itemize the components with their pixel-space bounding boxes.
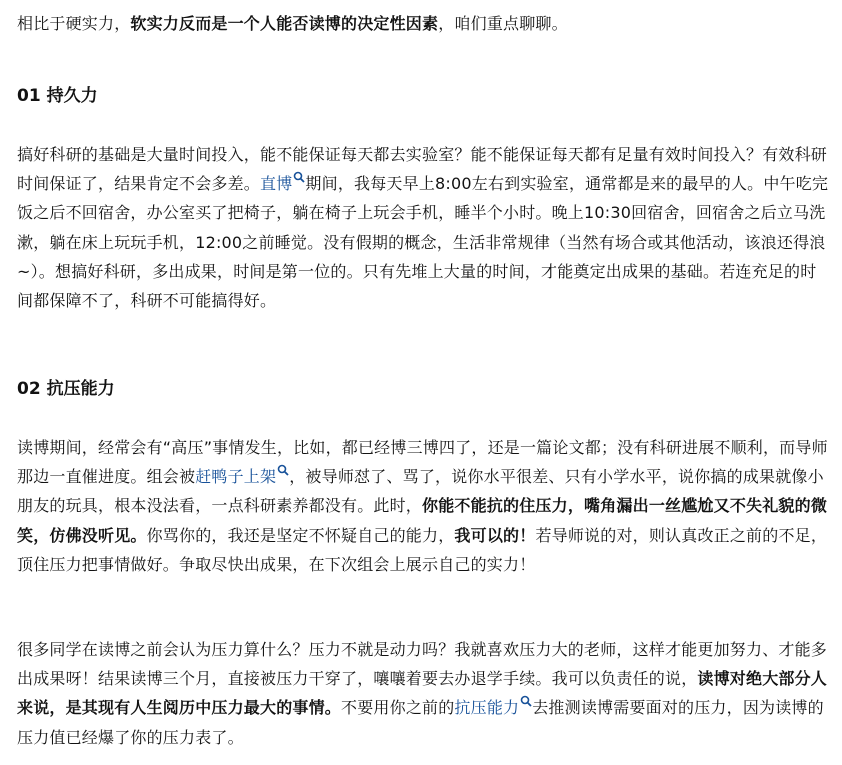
stress-text-2: ，被导师怼了、骂了，说你水平很差、只有小学水平，说你搞的成果就像小朋友的玩具，根本没法看，一点科研素养都没有。此时，: [17, 467, 824, 516]
link-zhibo-label: 直博: [260, 174, 293, 194]
link-ganyazi-label: 赶鸭子上架: [195, 467, 277, 487]
search-icon: [277, 464, 289, 476]
link-kangya[interactable]: [454, 698, 532, 717]
link-kangya-label: 抗压能力: [454, 698, 520, 718]
search-icon: [520, 695, 532, 707]
endurance-paragraph: [17, 140, 829, 315]
endurance-text-1: 搞好科研的基础是大量时间投入，能不能保证每天都去实验室？能不能保证每天都有足量有效时间投入？有效科研时间保证了，结果肯定不会多差。: [17, 145, 828, 194]
stress2-text-1: 很多同学在读博之前会认为压力算什么？压力不就是动力吗？我就喜欢压力大的老师，这样才能更加努力、才能多出成果呀！结果读博三个月，直接被压力干穿了，嚷嚷着要去办退学手续。我可以负责任的说，: [17, 640, 828, 689]
stress-bold-2: 我可以的！: [454, 525, 536, 545]
stress-text-4: 若导师说的对，则认真改正之前的不足，顶住压力把事情做好。争取尽快出成果，在下次组会上展示自己的实力！: [17, 525, 828, 574]
section-heading-stress: 02 抗压能力: [17, 379, 115, 399]
endurance-text-2: 期间，我每天早上8:00左右到实验室，通常都是来的最早的人。中午吃完饭之后不回宿舍，办公室买了把椅子，躺在椅子上玩会手机，睡半个小时。晚上10:30回宿舍，回宿舍之后立马洗漱，躺在床上玩玩手机，12:00之前睡觉。没有假期的概念，生活非常规律（当然有场合或其他活动，该浪还得浪~）。想搞好科研，多出成果，时间是第一位的。只有先堆上大量的时间，才能奠定出成果的基础。若连充足的时间都保障不了，科研不可能搞得好。: [17, 174, 829, 311]
intro-text-2: ，咱们重点聊聊。: [438, 14, 568, 33]
intro-paragraph: [17, 9, 829, 38]
section-heading-endurance: 01 持久力: [17, 86, 98, 106]
stress-bold-1: 你能不能抗的住压力，嘴角漏出一丝尴尬又不失礼貌的微笑，仿佛没听见。: [17, 496, 828, 545]
intro-bold: 软实力反而是一个人能否读博的决定性因素: [130, 14, 439, 33]
link-ganyazi[interactable]: [195, 467, 289, 486]
stress-text-3: 你骂你的，我还是坚定不怀疑自己的能力，: [146, 525, 455, 545]
stress2-text-3: 去推测读博需要面对的压力，因为读博的压力值已经爆了你的压力表了。: [17, 698, 824, 747]
search-icon: [293, 171, 305, 183]
stress2-bold: 读博对绝大部分人来说，是其现有人生阅历中压力最大的事情。: [17, 669, 828, 718]
link-zhibo[interactable]: [260, 174, 305, 193]
stress-text-1: 读博期间，经常会有“高压”事情发生，比如，都已经博三博四了，还是一篇论文都；没有科研进展不顺利，而导师那边一直催进度。组会被: [17, 438, 828, 487]
intro-text-1: 相比于硬实力，: [17, 14, 131, 33]
stress2-text-2: 不要用你之前的: [341, 698, 455, 718]
stress-paragraph-1: [17, 433, 829, 579]
stress-paragraph-2: [17, 635, 829, 752]
